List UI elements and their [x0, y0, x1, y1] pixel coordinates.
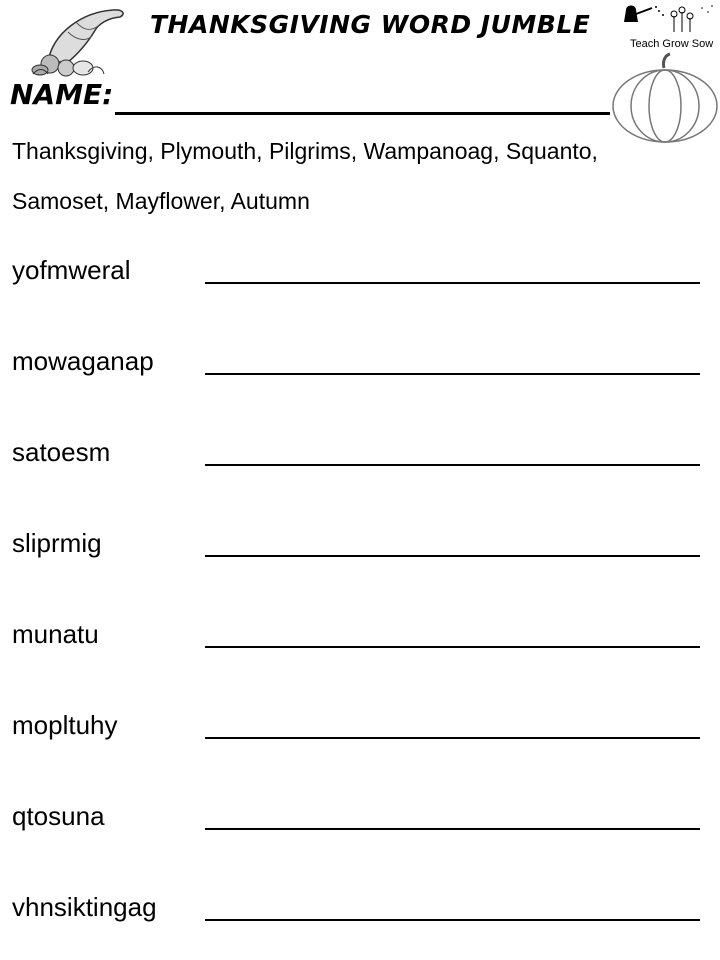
jumbled-word: satoesm: [12, 437, 111, 467]
jumble-row: [12, 892, 702, 932]
jumbled-word: mopltuhy: [12, 710, 118, 740]
jumbled-word: yofmweral: [12, 255, 131, 285]
jumbled-word: munatu: [12, 619, 99, 649]
logo-text: Teach Grow Sow: [630, 38, 714, 50]
watering-can-icon: [622, 2, 718, 38]
jumbled-word: qtosuna: [12, 801, 105, 831]
word-bank: Thanksgiving, Plymouth, Pilgrims, Wampanoag, Squanto, Samoset, Mayflower, Autumn: [12, 138, 598, 214]
jumbled-word: vhnsiktingag: [12, 892, 157, 922]
answer-line[interactable]: [205, 646, 700, 648]
answer-line[interactable]: [205, 464, 700, 466]
jumble-row: [12, 619, 702, 659]
name-row: [10, 78, 113, 111]
jumble-row: [12, 255, 702, 295]
jumble-row: [12, 437, 702, 477]
answer-line[interactable]: [205, 828, 700, 830]
worksheet-title: THANKSGIVING WORD JUMBLE: [150, 10, 591, 39]
answer-line[interactable]: [205, 919, 700, 921]
answer-line[interactable]: [205, 737, 700, 739]
name-input-line[interactable]: [115, 112, 610, 115]
answer-line[interactable]: [205, 282, 700, 284]
jumble-row: [12, 801, 702, 841]
jumbled-word: sliprmig: [12, 528, 102, 558]
name-label: NAME:: [10, 78, 114, 111]
jumbled-word: mowaganap: [12, 346, 154, 376]
jumble-row: [12, 346, 702, 386]
teach-grow-sow-logo: [622, 2, 718, 54]
answer-line[interactable]: [205, 555, 700, 557]
answer-line[interactable]: [205, 373, 700, 375]
jumble-row: [12, 528, 702, 568]
jumble-row: [12, 710, 702, 750]
cornucopia-icon: [28, 2, 133, 80]
